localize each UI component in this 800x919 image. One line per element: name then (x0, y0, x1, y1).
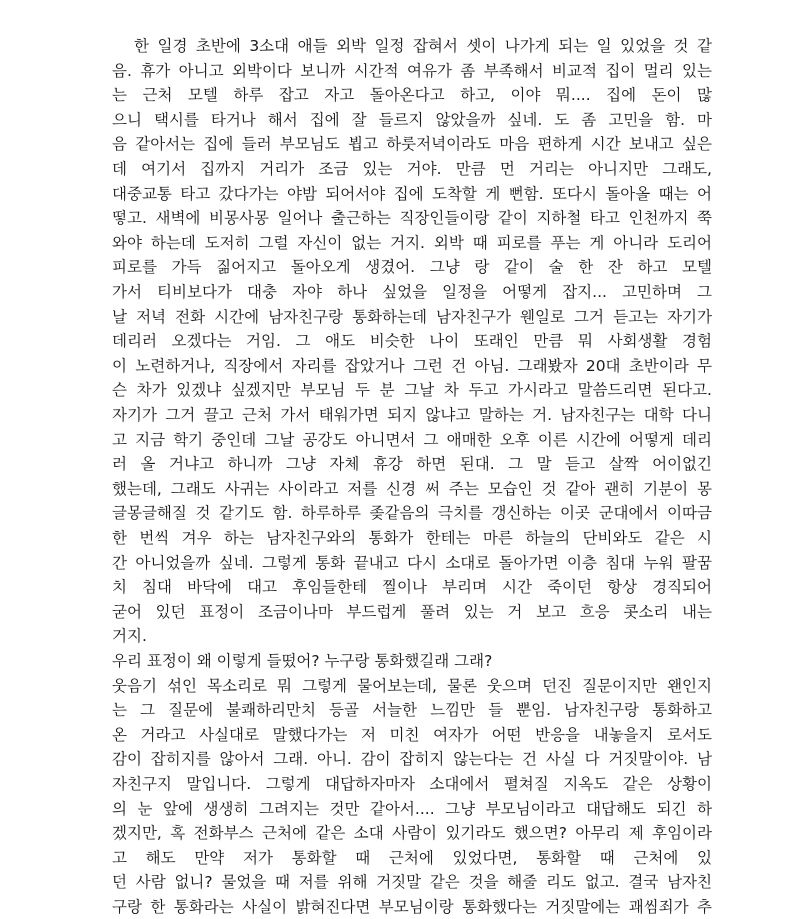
text-line-9: 와야 하는데 도저히 그럴 자신이 없는 거지. 외박 때 피로를 푸는 게 아니라 도리어 (112, 234, 712, 252)
text-line-35: 던 사람 없니? 물었을 때 저를 위해 거짓말 같은 것을 해줄 리도 없고. 결국 남자친 (112, 873, 712, 891)
text-line-36: 구랑 한 통화라는 사실이 밝혀진다면 부모님이랑 통화했다는 거짓말에는 괘씸죄가 추 (112, 898, 712, 916)
text-line-31: 자친구지 말입니다. 그렇게 대답하자마자 소대에서 펼쳐질 지옥도 같은 상황이 (112, 775, 712, 793)
text-line-34: 고 해도 만약 저가 통화할 때 근처에 있었다면, 통화할 때 근처에 있 (112, 849, 712, 867)
text-line-15: 슨 차가 있겠냐 싶겠지만 부모님 두 분 그날 차 두고 가시라고 말씀드리면 된다고. (112, 381, 712, 399)
text-line-25: 거지. (112, 627, 147, 645)
text-line-27: 웃음기 섞인 목소리로 뭐 그렇게 물어보는데, 물론 웃으며 던진 질문이지만 왠인지 (112, 677, 712, 695)
text-line-24: 굳어 있던 표정이 조금이나마 부드럽게 풀려 있는 거 보고 흐응 콧소리 내는 (112, 603, 712, 621)
text-line-22: 간 아니었을까 싶네. 그렇게 통화 끝내고 다시 소대로 돌아가면 이층 침대 누워 팔꿈 (112, 554, 712, 572)
text-line-17: 고 지금 학기 중인데 그날 공강도 아니면서 그 애매한 오후 이른 시간에 어떻게 데리 (112, 431, 712, 449)
text-line-14: 이 노련하거나, 직장에서 자리를 잡았거나 그런 건 아님. 그래봤자 20대 초반이라 무 (112, 357, 712, 375)
text-line-21: 한 번씩 겨우 하는 남자친구와의 통화가 한테는 마른 하늘의 단비와도 같은 시 (112, 529, 712, 547)
text-line-23: 치 침대 바닥에 대고 후임들한테 찔이나 부리며 시간 죽이던 항상 경직되어 (112, 578, 712, 596)
text-line-1: 한 일경 초반에 3소대 애들 외박 일정 잡혀서 셋이 나가게 되는 일 있었을 것 같 (134, 37, 712, 55)
text-line-28: 는 그 질문에 불쾌하리만치 등골 서늘한 느낌만 들 뿐임. 남자친구랑 통화하고 (112, 701, 712, 719)
text-line-5: 음 같아서는 집에 들러 부모님도 뵙고 하룻저녁이라도 마음 편하게 시간 보내고 싶은 (112, 135, 712, 153)
dialogue-line: 우리 표정이 왜 이렇게 들떴어? 누구랑 통화했길래 그래? (112, 652, 493, 670)
text-line-11: 가서 티비보다가 대충 자야 하나 싶었을 일정을 어떻게 잡지... 고민하며 그 (112, 283, 712, 301)
text-line-8: 떻고. 새벽에 비몽사몽 일어나 출근하는 직장인들이랑 같이 지하철 타고 인천까지 쭉 (112, 209, 712, 227)
text-line-19: 했는데, 그래도 사귀는 사이라고 저를 신경 써 주는 모습인 것 같아 괜히 기분이 몽 (112, 480, 712, 498)
text-line-16: 자기가 그거 끌고 근처 가서 태워가면 되지 않냐고 말하는 거. 남자친구는 대학 다니 (112, 406, 712, 424)
text-line-6: 데 여기서 집까지 거리가 조금 있는 거야. 만큼 먼 거리는 아니지만 그래도, (112, 160, 712, 178)
text-line-10: 피로를 가득 짊어지고 돌아오게 생겼어. 그냥 랑 같이 술 한 잔 하고 모텔 (112, 258, 712, 276)
text-line-7: 대중교통 타고 갔다가는 야밤 되어서야 집에 도착할 게 뻔함. 또다시 돌아올 때는 어 (112, 185, 712, 203)
text-line-3: 는 근처 모텔 하루 잡고 자고 돌아온다고 하고, 이야 뭐.... 집에 돈이 많 (112, 86, 712, 104)
text-line-2: 음. 휴가 아니고 외박이다 보니까 시간적 여유가 좀 부족해서 비교적 집이 멀리 있는 (112, 62, 712, 80)
text-line-4: 으니 택시를 타거나 해서 집에 잘 들르지 않았을까 싶네. 도 좀 고민을 함. 마 (112, 111, 712, 129)
text-line-12: 날 저녁 전화 시간에 남자친구랑 통화하는데 남자친구가 웬일로 그거 듣고는 자기가 (112, 308, 712, 326)
text-line-29: 온 거라고 사실대로 말했다가는 저 미친 여자가 어떤 반응을 내놓을지 로서도 (112, 726, 712, 744)
text-line-30: 감이 잡히지를 않아서 그래. 아니. 감이 잡히지 않는다는 건 사실 다 거짓말이야. 남 (112, 750, 712, 768)
text-line-18: 러 올 거냐고 하니까 그냥 자체 휴강 하면 된대. 그 말 듣고 살짝 어이없긴 (112, 455, 712, 473)
text-line-13: 데리러 오겠다는 거임. 그 애도 비슷한 나이 또래인 만큼 뭐 사회생활 경험 (112, 332, 712, 350)
text-line-33: 겠지만, 혹 전화부스 근처에 같은 소대 사람이 있기라도 했으면? 아무리 제 후임이라 (112, 824, 712, 842)
text-line-32: 의 눈 앞에 생생히 그려지는 것만 같아서.... 그냥 부모님이라고 대답해도 되긴 하 (112, 800, 712, 818)
text-line-20: 글몽글해질 것 같기도 함. 하루하루 좆같음의 극치를 갱신하는 이곳 군대에서 이따금 (112, 504, 712, 522)
